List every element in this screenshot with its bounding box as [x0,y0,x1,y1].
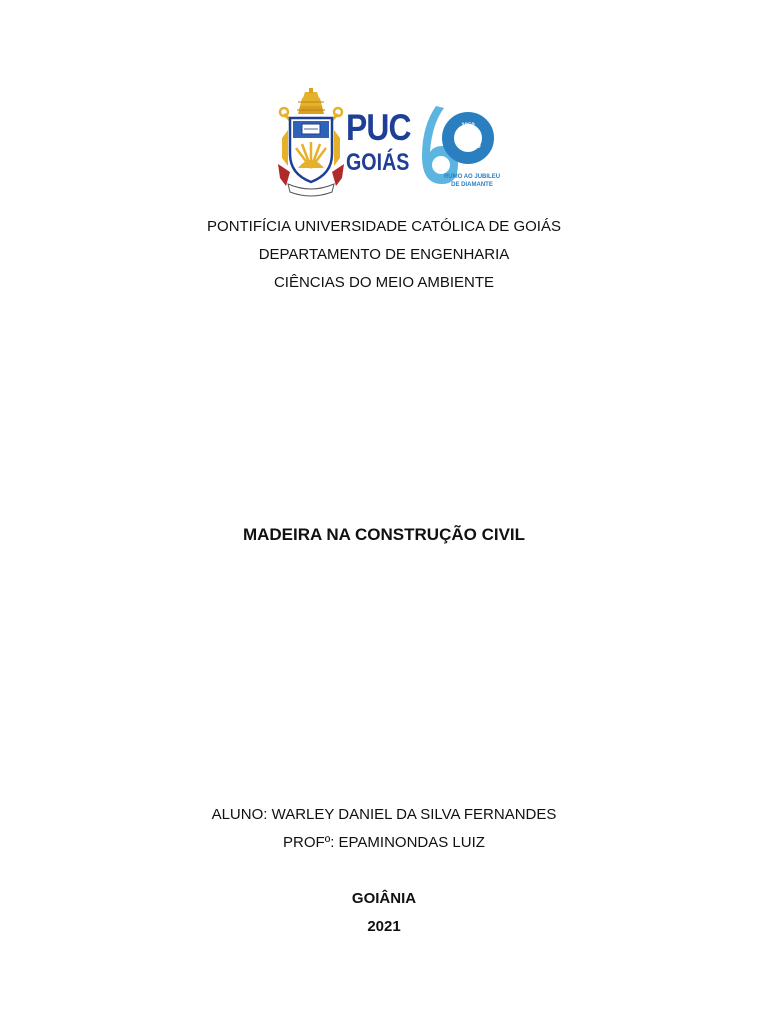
course-name: CIÊNCIAS DO MEIO AMBIENTE [273,274,495,291]
professor-name: PROFº: EPAMINONDAS LUIZ [283,834,485,851]
svg-text:1959: 1959 [461,123,475,129]
svg-text:RUMO AO JUBILEU: RUMO AO JUBILEU [443,174,501,180]
city-name: GOIÂNIA [351,890,417,907]
logo-goias-text: GOIÁS [346,149,410,176]
department-name: DEPARTAMENTO DE ENGENHARIA [258,246,510,263]
university-logo [276,88,501,200]
university-crest-icon [278,88,344,200]
svg-text:2019: 2019 [467,144,481,150]
svg-text:DE DIAMANTE: DE DIAMANTE [451,182,493,188]
document-title: MADEIRA NA CONSTRUÇÃO CIVIL [242,525,526,544]
logo-puc-text: PUC [346,107,411,148]
student-name: ALUNO: WARLEY DANIEL DA SILVA FERNANDES [211,806,557,823]
sixty-years-emblem-icon [414,98,501,198]
institution-name: PONTIFÍCIA UNIVERSIDADE CATÓLICA DE GOIÁS [207,218,561,235]
document-year: 2021 [367,918,401,935]
